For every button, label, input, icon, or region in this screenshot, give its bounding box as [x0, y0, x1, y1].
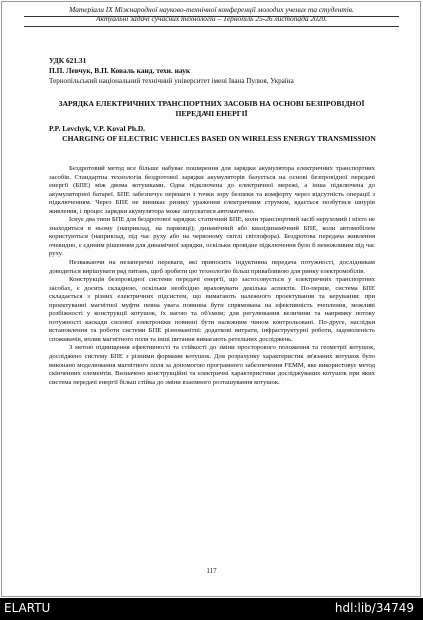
affiliation: Тернопільський національний технічний університет імені Івана Пулюя, Україна [49, 77, 294, 85]
paragraph-4: Конструкція безпровідної системи передачі енергії, що застосовується у електричних транспортних засобах, є досить складною, оскільки необхідно враховувати декілька аспектів. По-перше, система БПЕ складається з різних електричних підсистем, що вимагають належного проектування та керування: при проектуванні магнітної муфти певна увага повинна бути спрямована на ефективність зчеплення, можливі розбіжності у конструкції котушок, їх вагою та об'ємом; для регулювання величини та напрямку потоку потужності каскади силової електроніки повинні бути належним чином контрольовані. По-друге, наслідки встановлення та роботи системи БПЕ різноманітні: додаткові витрати, інфраструктурні роботи, задоволеність споживачів, вплив магнітного поля та інші питання вимагають ретельних досліджень. [49, 276, 375, 343]
authors-english: P.P. Levchyk, V.P. Koval Ph.D. [49, 124, 146, 133]
handle-identifier[interactable]: hdl:lib/34749 [334, 601, 414, 615]
title-english: CHARGING OF ELECTRIC VEHICLES BASED ON WIRELESS ENERGY TRANSMISSION [62, 134, 376, 143]
title-ukrainian: ЗАРЯДКА ЕЛЕКТРИЧНИХ ТРАНСПОРТНИХ ЗАСОБІВ НА ОСНОВІ БЕЗПРОВІДНОЇ ПЕРЕДАЧІ ЕНЕРГІЇ [58, 99, 365, 118]
header-rule-1 [24, 16, 399, 17]
article-body [49, 165, 375, 387]
paragraph-2: Існує два типи БПЕ для бездротової зарядки: статичний БПЕ, коли транспортний засіб нерухомий і ніхто не знаходиться в ньому (наприклад, на парковці); динамічний або квазідинамічний БПЕ, коли автомобілем користуються (наприклад, під час руху або на червоному світлі світлофора). Бездротова передача живлення очевидно, є єдиним рішенням для динамічної зарядки, оскільки провідне підключення було б неможливим під час руху. [49, 216, 375, 258]
paragraph-3: Незважаючи на незаперечні переваги, які приносить індуктивна передача потужності, дослідникам доводиться вирішувати ряд питань, щоб зробити цю технологію більш привабливою для ринку електромобілів. [49, 259, 375, 275]
authors-ukrainian: П.П. Левчук, В.П. Коваль канд. техн. наук [49, 66, 191, 75]
conference-header-line-2: Актуальні задачі сучасних технологій – Тернопіль 25-26 листопада 2020. [96, 14, 327, 24]
paragraph-5: З метою підвищення ефективності та стійкості до зміни просторового положення та геометрії котушок, досліджено систему БПЕ з різними формами котушок. Для розрахунку характеристик зв'язаних котушок було виконано моделювання магнітного поля за допомогою програмного забезпечення FEMM, яке використовує метод скінченних елементів. Визначено конструкційні та електричні характеристики досліджуваних котушок при яких система передачі енергії більш стійка до зміни взаємного розташування котушок. [49, 344, 375, 386]
paragraph-1: Бездротовий метод все більше набуває поширення для зарядки акумулятора електричних транспортних засобів. Стандартна технологія бездротової зарядки акумуляторів базується на основі безпровідної передачі енергії (БПЕ) між двома котушками. Одна підключена до електричної мережі, а інша підключена до акумуляторної батареї. БПЕ забезпечує переваги з точки зору безпеки та комфорту через відсутність операції з підключенням. Через БПЕ не виникає ризику ураження електричним струмом, вдається позбутися шнурів живлення, і процес зарядки акумулятора може запускатися автоматично. [49, 165, 375, 215]
udc-code: УДК 621.31 [49, 56, 87, 65]
header-rule-2 [24, 26, 399, 27]
footer-bar [0, 598, 423, 620]
repository-name: ELARTU [4, 601, 51, 615]
conference-header [24, 5, 399, 24]
page-number: 117 [206, 567, 217, 575]
conference-header-line-1: Матеріали ІХ Міжнародної науково-технічної конференції молодих учених та студентів. [69, 5, 354, 14]
